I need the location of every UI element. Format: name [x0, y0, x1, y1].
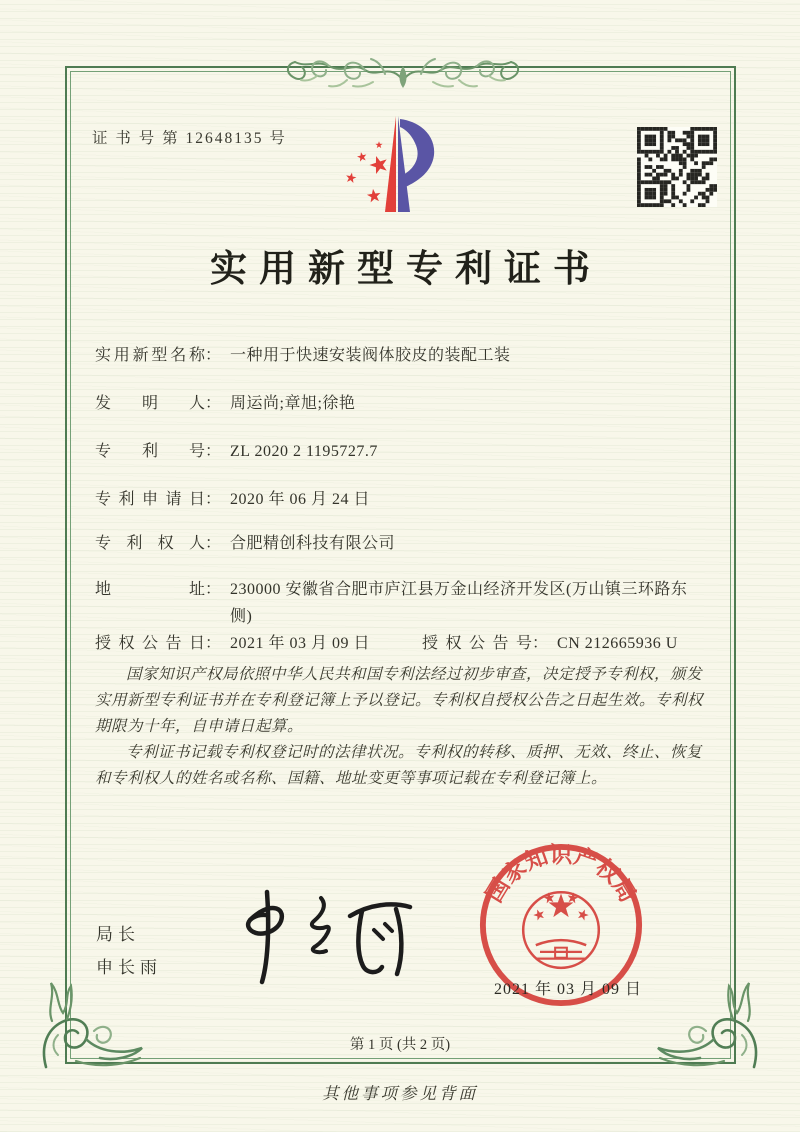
corner-flourish-left [36, 975, 158, 1070]
field-value: 一种用于快速安装阀体胶皮的装配工装 [230, 347, 511, 364]
field-row-address: 地址： 230000 安徽省合肥市庐江县万金山经济开发区(万山镇三环路东侧) [95, 576, 710, 630]
field-label: 实用新型名称 [95, 347, 205, 364]
field-row-filing-date: 专利申请日： 2020 年 06 月 24 日 [95, 486, 710, 513]
legal-paragraph-1: 国家知识产权局依照中华人民共和国专利法经过初步审查，决定授予专利权，颁发实用新型专利证书并在专利登记簿上予以登记。专利权自授权公告之日起生效。专利权期限为十年，自申请日起算。 [95, 666, 704, 735]
field-value: 周运尚;章旭;徐艳 [230, 395, 356, 412]
national-emblem-icon [523, 892, 599, 968]
field-label: 专利号 [95, 443, 205, 460]
officer-name: 申长雨 [96, 958, 162, 977]
field-value: 2021 年 03 月 09 日 [230, 635, 371, 652]
field-label: 授权公告号 [422, 635, 532, 652]
qr-code [637, 127, 717, 207]
page-number: 第 1 页 (共 2 页) [349, 1037, 451, 1053]
field-value: ZL 2020 2 1195727.7 [230, 443, 378, 460]
field-value: 230000 安徽省合肥市庐江县万金山经济开发区(万山镇三环路东侧) [230, 581, 688, 625]
director-signature [222, 880, 427, 990]
legal-text [95, 662, 707, 792]
grant-date-group: 授权公告日： 2021 年 03 月 09 日 [95, 630, 422, 657]
field-value: 合肥精创科技有限公司 [230, 535, 396, 552]
field-label: 专利申请日 [95, 491, 205, 508]
field-row-inventors: 发明人： 周运尚;章旭;徐艳 [95, 390, 710, 417]
certificate-title: 实用新型专利证书 [210, 249, 602, 290]
field-row-patent-number: 专利号： ZL 2020 2 1195727.7 [95, 438, 710, 465]
officer-title: 局长 [96, 925, 140, 944]
field-row-patentee: 专利权人： 合肥精创科技有限公司 [95, 530, 710, 557]
back-note: 其他事项参见背面 [322, 1084, 478, 1103]
seal-date: 2021 年 03 月 09 日 [494, 981, 643, 998]
cnipa-logo [338, 112, 456, 216]
field-row-grant [95, 630, 710, 657]
field-row-name: 实用新型名称： 一种用于快速安装阀体胶皮的装配工装 [95, 342, 710, 369]
field-label: 专利权人 [95, 535, 205, 552]
grant-number-group: 授权公告号： CN 212665936 U [422, 630, 678, 657]
certificate-number: 证 书 号 第 12648135 号 [92, 130, 287, 147]
top-scroll-ornament [283, 42, 523, 102]
field-value: CN 212665936 U [557, 635, 678, 652]
corner-flourish-right [642, 975, 764, 1070]
fields-block [95, 342, 710, 678]
seal-text: 国家知识产权局 [481, 842, 641, 907]
field-label: 地址 [95, 581, 205, 598]
field-label: 发明人 [95, 395, 205, 412]
field-label: 授权公告日 [95, 635, 205, 652]
legal-paragraph-2: 专利证书记载专利权登记时的法律状况。专利权的转移、质押、无效、终止、恢复和专利权人的姓名或名称、国籍、地址变更等事项记载在专利登记簿上。 [95, 744, 703, 787]
field-value: 2020 年 06 月 24 日 [230, 491, 371, 508]
